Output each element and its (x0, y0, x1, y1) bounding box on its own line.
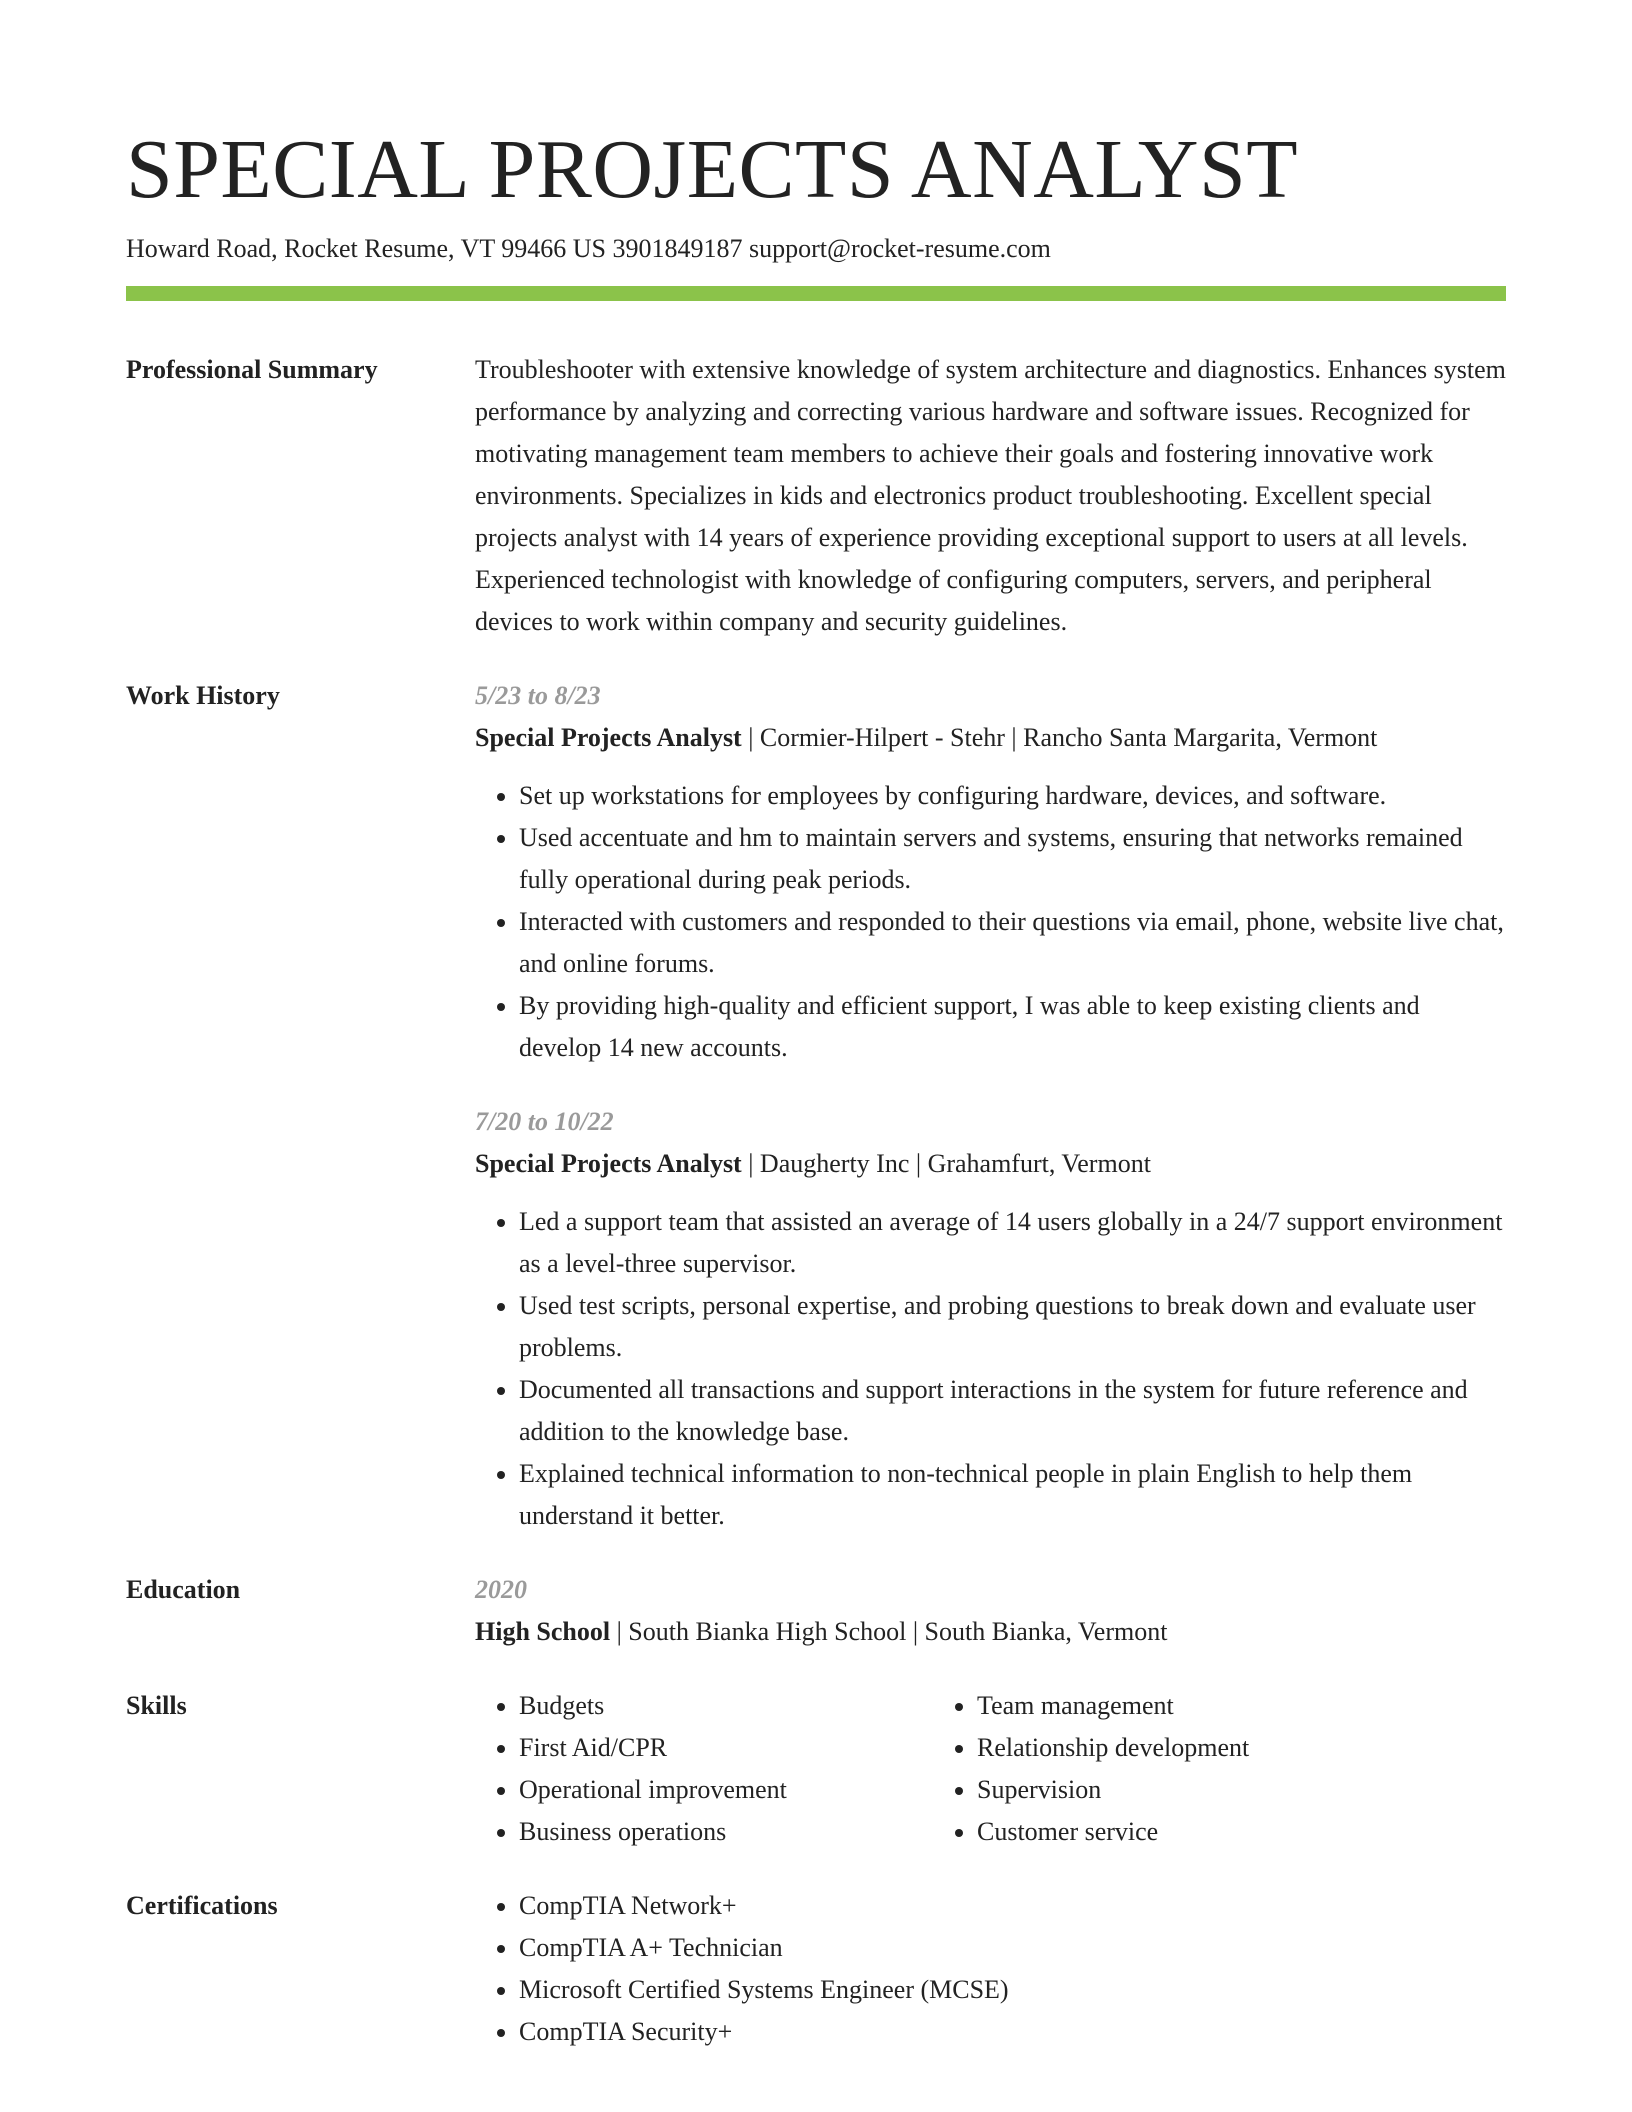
skill-item: • Business operations (519, 1811, 933, 1853)
education-degree: High School (475, 1617, 611, 1646)
job-bullet: • Set up workstations for employees by configuring hardware, devices, and software. (519, 775, 1506, 817)
job-entry (475, 1101, 1506, 1537)
certifications-list (475, 1885, 1506, 2053)
job-entry (475, 675, 1506, 1069)
job-title: Special Projects Analyst (475, 723, 742, 752)
summary-text: Troubleshooter with extensive knowledge of system architecture and diagnostics. Enhances system performance by analyzing and correcting various hardware and software issues. Recognized for motivating management team members to achieve their goals and fostering innovative work environments. Specializes in kids and electronics product troubleshooting. Excellent special projects analyst with 14 years of experience providing exceptional support to users at all levels. Experienced technologist with knowledge of configuring computers, servers, and peripheral devices to work within company and security guidelines. (475, 355, 1506, 636)
certification-item: • Microsoft Certified Systems Engineer (MCSE) (519, 1969, 1506, 2011)
job-bullets (475, 1201, 1506, 1537)
accent-divider (126, 286, 1506, 301)
education-content (475, 1569, 1506, 1653)
skill-item: • First Aid/CPR (519, 1727, 933, 1769)
contact-line: Howard Road, Rocket Resume, VT 99466 US 3901849187 support@rocket-resume.com (126, 234, 1051, 263)
job-dates: 5/23 to 8/23 (475, 681, 601, 710)
certification-item: • CompTIA A+ Technician (519, 1927, 1506, 1969)
skills-list-left (475, 1685, 933, 1853)
work-history-label: Work History (126, 681, 280, 710)
resume-title: SPECIAL PROJECTS ANALYST (126, 123, 1299, 216)
job-bullet: • Used test scripts, personal expertise, and probing questions to break down and evaluate user problems. (519, 1285, 1506, 1369)
job-bullet: • By providing high-quality and efficient support, I was able to keep existing clients and develop 14 new accounts. (519, 985, 1506, 1069)
work-history-content (475, 675, 1506, 1537)
skills-list-right (933, 1685, 1249, 1853)
job-dates: 7/20 to 10/22 (475, 1107, 614, 1136)
education-school-location: | South Bianka High School | South Bianka, Vermont (610, 1617, 1168, 1646)
certification-item: • CompTIA Network+ (519, 1885, 1506, 1927)
skills-content (475, 1685, 1506, 1853)
job-role-line (475, 717, 1506, 759)
education-line (475, 1611, 1506, 1653)
work-history-section (126, 675, 1506, 1537)
skills-section (126, 1685, 1506, 1853)
job-bullet: • Explained technical information to non-technical people in plain English to help them understand it better. (519, 1453, 1506, 1537)
job-role-line (475, 1143, 1506, 1185)
certifications-section (126, 1885, 1506, 2053)
job-title: Special Projects Analyst (475, 1149, 742, 1178)
job-bullet: • Documented all transactions and support interactions in the system for future reference and addition to the knowledge base. (519, 1369, 1506, 1453)
job-bullet: • Used accentuate and hm to maintain servers and systems, ensuring that networks remained fully operational during peak periods. (519, 817, 1506, 901)
certification-item: • CompTIA Security+ (519, 2011, 1506, 2053)
skill-item: • Operational improvement (519, 1769, 933, 1811)
job-bullet: • Led a support team that assisted an average of 14 users globally in a 24/7 support environment as a level-three supervisor. (519, 1201, 1506, 1285)
summary-section (126, 349, 1506, 643)
skill-item: • Relationship development (977, 1727, 1249, 1769)
job-bullets (475, 775, 1506, 1069)
education-label: Education (126, 1575, 241, 1604)
skill-item: • Customer service (977, 1811, 1249, 1853)
education-year: 2020 (475, 1575, 527, 1604)
skill-item: • Team management (977, 1685, 1249, 1727)
job-bullet: • Interacted with customers and responded to their questions via email, phone, website live chat, and online forums. (519, 901, 1506, 985)
certifications-content (475, 1885, 1506, 2053)
job-employer-location: | Daugherty Inc | Grahamfurt, Vermont (741, 1149, 1151, 1178)
job-employer-location: | Cormier-Hilpert - Stehr | Rancho Santa Margarita, Vermont (741, 723, 1378, 752)
education-section (126, 1569, 1506, 1653)
summary-label: Professional Summary (126, 355, 378, 384)
skills-label: Skills (126, 1691, 187, 1720)
skill-item: • Supervision (977, 1769, 1249, 1811)
skill-item: • Budgets (519, 1685, 933, 1727)
certifications-label: Certifications (126, 1891, 278, 1920)
